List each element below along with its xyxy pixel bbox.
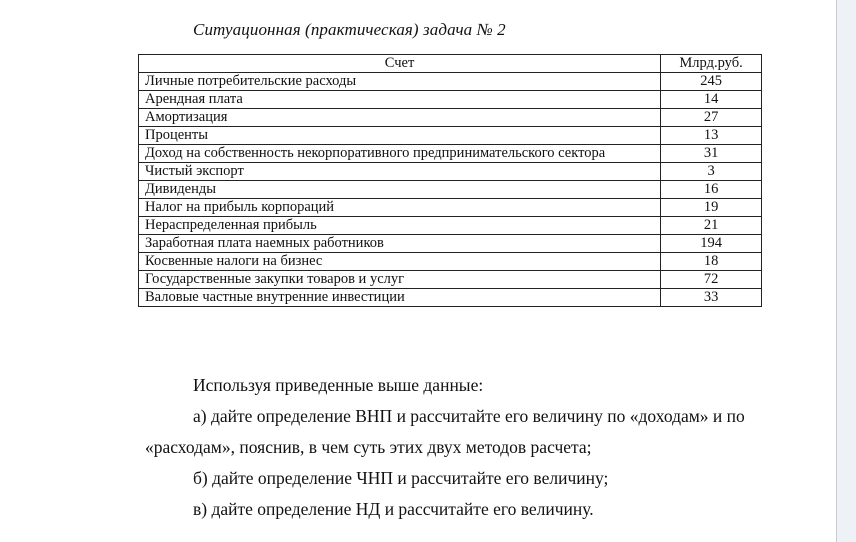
table-row <box>139 145 762 163</box>
account-cell: Заработная плата наемных работников <box>139 235 661 253</box>
page-edge <box>836 0 856 542</box>
table-row <box>139 127 762 145</box>
table-header-row <box>139 55 762 73</box>
account-cell: Нераспределенная прибыль <box>139 217 661 235</box>
account-cell: Проценты <box>139 127 661 145</box>
value-cell: 27 <box>661 109 762 127</box>
value-cell: 18 <box>661 253 762 271</box>
value-cell: 72 <box>661 271 762 289</box>
task-text <box>145 370 785 525</box>
account-cell: Личные потребительские расходы <box>139 73 661 91</box>
account-cell: Доход на собственность некорпоративного предпринимательского сектора <box>139 145 661 163</box>
column-header-account: Счет <box>139 55 661 73</box>
table-row <box>139 91 762 109</box>
table-row <box>139 109 762 127</box>
account-cell: Государственные закупки товаров и услуг <box>139 271 661 289</box>
table-row <box>139 289 762 307</box>
table-row <box>139 217 762 235</box>
account-cell: Косвенные налоги на бизнес <box>139 253 661 271</box>
account-cell: Амортизация <box>139 109 661 127</box>
table-row <box>139 163 762 181</box>
value-cell: 31 <box>661 145 762 163</box>
table-row <box>139 199 762 217</box>
value-cell: 16 <box>661 181 762 199</box>
account-cell: Дивиденды <box>139 181 661 199</box>
account-cell: Налог на прибыль корпораций <box>139 199 661 217</box>
value-cell: 21 <box>661 217 762 235</box>
task-item-b: б) дайте определение ЧНП и рассчитайте его величину; <box>193 468 609 488</box>
table-row <box>139 73 762 91</box>
value-cell: 245 <box>661 73 762 91</box>
account-cell: Арендная плата <box>139 91 661 109</box>
task-item-c: в) дайте определение НД и рассчитайте его величину. <box>193 499 594 519</box>
table-row <box>139 271 762 289</box>
column-header-value: Млрд.руб. <box>661 55 762 73</box>
value-cell: 3 <box>661 163 762 181</box>
document-title: Ситуационная (практическая) задача № 2 <box>193 20 506 39</box>
task-intro: Используя приведенные выше данные: <box>193 375 484 395</box>
table-row <box>139 235 762 253</box>
value-cell: 194 <box>661 235 762 253</box>
value-cell: 33 <box>661 289 762 307</box>
table-row <box>139 181 762 199</box>
table-row <box>139 253 762 271</box>
value-cell: 13 <box>661 127 762 145</box>
value-cell: 19 <box>661 199 762 217</box>
account-cell: Валовые частные внутренние инвестиции <box>139 289 661 307</box>
accounts-table <box>138 54 762 307</box>
account-cell: Чистый экспорт <box>139 163 661 181</box>
task-item-a: а) дайте определение ВНП и рассчитайте его величину по «доходам» и по «расходам», пояснив, в чем суть этих двух методов расчета; <box>145 406 745 457</box>
value-cell: 14 <box>661 91 762 109</box>
